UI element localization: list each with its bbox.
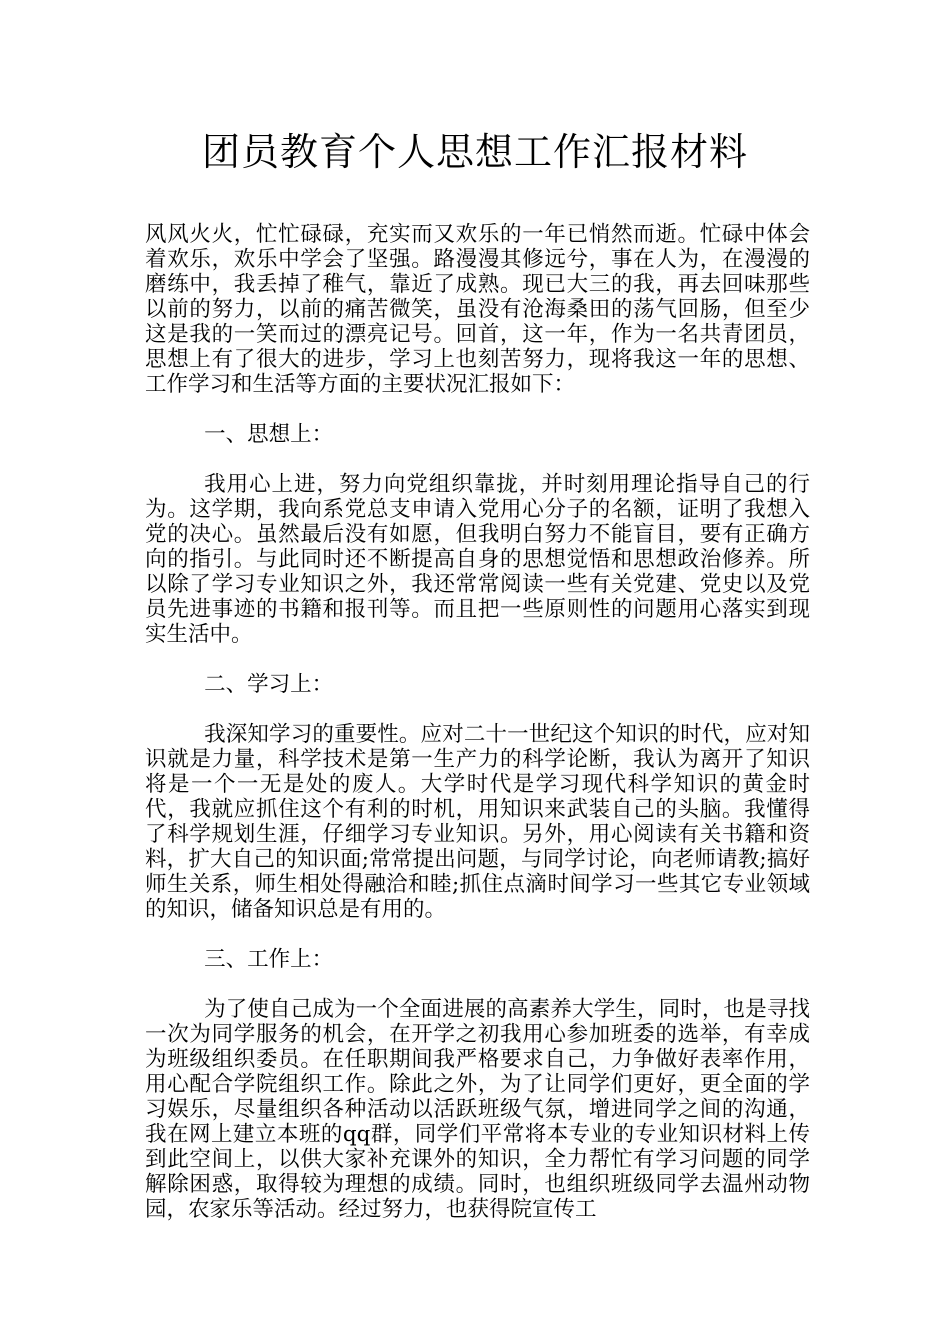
section-heading-thought: 一、思想上： xyxy=(204,422,334,447)
intro-paragraph: 风风火火，忙忙碌碌，充实而又欢乐的一年已悄然而逝。忙碌中体会着欢乐，欢乐中学会了坚强。路漫漫其修远兮，事在人为，在漫漫的磨练中，我丢掉了稚气，靠近了成熟。现已大三的我，再去回味那些以前的努力，以前的痛苦微笑，虽没有沧海桑田的荡气回肠，但至少这是我的一笑而过的漂亮记号。回首，这一年，作为一名共青团员，思想上有了很大的进步，学习上也刻苦努力，现将我这一年的思想、工作学习和生活等方面的主要状况汇报如下： xyxy=(145,222,810,397)
section-heading-work: 三、工作上： xyxy=(204,947,334,972)
document-title: 团员教育个人思想工作汇报材料 xyxy=(201,130,748,174)
section-paragraph-work: 为了使自己成为一个全面进展的高素养大学生，同时，也是寻找一次为同学服务的机会，在开学之初我用心参加班委的选举，有幸成为班级组织委员。在任职期间我严格要求自己，力争做好表率作用，用心配合学院组织工作。除此之外，为了让同学们更好，更全面的学习娱乐，尽量组织各种活动以活跃班级气氛，增进同学之间的沟通，我在网上建立本班的qq群，同学们平常将本专业的专业知识材料上传到此空间上，以供大家补充课外的知识，全力帮忙有学习问题的同学解除困惑，取得较为理想的成绩。同时，也组织班级同学去温州动物园，农家乐等活动。经过努力，也获得院宣传工 xyxy=(145,997,810,1222)
section-paragraph-thought: 我用心上进，努力向党组织靠拢，并时刻用理论指导自己的行为。这学期，我向系党总支申请入党用心分子的名额，证明了我想入党的决心。虽然最后没有如愿，但我明白努力不能盲目，要有正确方向的指引。与此同时还不断提高自身的思想觉悟和思想政治修养。所以除了学习专业知识之外，我还常常阅读一些有关党建、党史以及党员先进事迹的书籍和报刊等。而且把一些原则性的问题用心落实到现实生活中。 xyxy=(145,472,810,647)
section-paragraph-study: 我深知学习的重要性。应对二十一世纪这个知识的时代，应对知识就是力量，科学技术是第一生产力的科学论断，我认为离开了知识将是一个一无是处的废人。大学时代是学习现代科学知识的黄金时代，我就应抓住这个有利的时机，用知识来武装自己的头脑。我懂得了科学规划生涯，仔细学习专业知识。另外，用心阅读有关书籍和资料，扩大自己的知识面;常常提出问题，与同学讨论，向老师请教;搞好师生关系，师生相处得融洽和睦;抓住点滴时间学习一些其它专业领域的知识，储备知识总是有用的。 xyxy=(145,722,810,922)
document-body xyxy=(145,222,810,1222)
section-heading-study: 二、学习上： xyxy=(204,672,334,697)
